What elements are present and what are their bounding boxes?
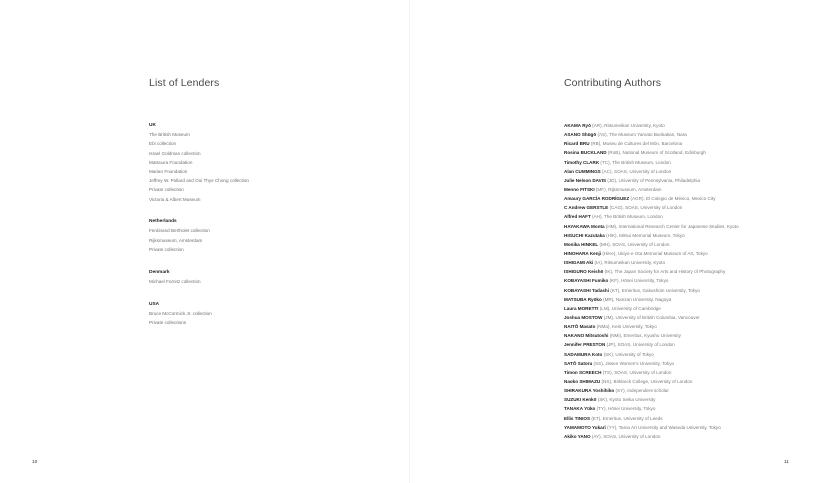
author-entry <box>564 148 814 157</box>
page-number-right: 11 <box>784 460 789 465</box>
author-name: Amaury GARCÍA RODRÍGUEZ <box>564 196 630 202</box>
author-name: Monika HINKEL <box>564 241 599 247</box>
author-affiliation: (IA), Ritsumeikan University, Kyoto <box>594 260 666 266</box>
author-affiliation: (JD), University of Pennsylvania, Philadelphia <box>607 177 701 183</box>
author-name: NAKANO Mitsutoshi <box>564 333 609 339</box>
author-affiliation: (ET), Emeritus, University of Leeds <box>591 415 663 421</box>
author-name: C Andrew GERSTLE <box>564 205 609 211</box>
author-affiliation: (NS), Birkbeck College, University of London <box>601 378 693 384</box>
author-entry <box>564 121 814 130</box>
lender-section <box>149 121 379 204</box>
lender-country-heading: Netherlands <box>149 219 177 225</box>
author-entry <box>564 222 814 231</box>
author-name: ISHIGURO Keishō <box>564 269 604 275</box>
author-affiliation: (AC), SOAS, University of London <box>602 168 672 174</box>
author-name: Alan CUMMINGS <box>564 168 601 174</box>
author-entry <box>564 194 814 203</box>
lender-section <box>149 300 379 328</box>
author-affiliation: (RoB), National Museum of Scotland, Edinburgh <box>607 150 706 156</box>
lender-country-heading: USA <box>149 301 160 307</box>
author-entry <box>564 432 814 441</box>
author-entry <box>564 340 814 349</box>
author-entry <box>564 176 814 185</box>
author-name: SADAMURA Koto <box>564 351 603 357</box>
lender-item: Private collection <box>149 187 184 193</box>
lender-item: Private collections <box>149 319 187 325</box>
author-name: Menno FITSKI <box>564 186 595 192</box>
author-entry <box>564 286 814 295</box>
lender-item: Ebi collection <box>149 141 177 147</box>
author-affiliation: (AGR), El Colegio de México, Mexico City <box>630 196 716 202</box>
author-affiliation: (MR), Nanzan University, Nagoya <box>603 296 672 302</box>
authors-list <box>564 121 814 441</box>
author-entry <box>564 185 814 194</box>
author-affiliation: (LM), University of Cambridge <box>599 305 661 311</box>
author-affiliation: (SK), University of Tokyo <box>603 351 654 357</box>
author-affiliation: (AR), Ritsumeikan University, Kyoto <box>592 123 665 128</box>
author-name: SATŌ Satoru <box>564 360 593 366</box>
author-affiliation: (HM), International Research Center for Japanese Studies, Kyoto <box>605 223 739 229</box>
author-entry <box>564 404 814 413</box>
page-title-authors: Contributing Authors <box>564 77 662 89</box>
page-number-left: 10 <box>32 460 38 465</box>
lender-country-heading: Denmark <box>149 269 170 275</box>
author-affiliation: (AH), The British Museum, London <box>592 214 663 220</box>
author-entry <box>564 158 814 167</box>
author-entry <box>564 414 814 423</box>
author-name: NAITŌ Masato <box>564 324 596 330</box>
author-name: Jennifer PRESTON <box>564 342 606 348</box>
author-name: HAYAKAWA Monta <box>564 223 605 229</box>
author-name: SUZUKI Kenkō <box>564 397 597 403</box>
lender-section <box>149 217 379 254</box>
author-entry <box>564 249 814 258</box>
author-affiliation: (IK), The Japan Society for Arts and History of Photography <box>604 269 726 275</box>
lender-item: The British Museum <box>149 132 190 138</box>
author-affiliation: (HiKe), Ukiyo-e Ota Memorial Museum of Art, Tokyo <box>602 250 708 256</box>
author-affiliation: (AY), SOAS, University of London <box>591 433 661 439</box>
right-page <box>410 0 820 483</box>
author-name: Akiko YANO <box>564 433 591 439</box>
author-name: HIGUCHI Kazutaka <box>564 232 605 238</box>
lender-item: Bruce McCormick Jr. collection <box>149 310 212 316</box>
author-name: Naoko SHIMAZU <box>564 378 601 384</box>
lender-item: Michael Fornitz collection <box>149 278 201 284</box>
author-affiliation: (JP), SOAS, University of London <box>606 342 675 348</box>
lender-item: Ferdinand Bertholet collection <box>149 228 210 234</box>
author-affiliation: (JM), University of British Columbia, Vancouver <box>603 314 700 320</box>
author-name: TANAKA Yūko <box>564 406 596 412</box>
lender-item: Private collection <box>149 246 184 252</box>
author-entry <box>564 139 814 148</box>
lender-item: Israel Goldman collection <box>149 150 201 156</box>
author-name: Rosina BUCKLAND <box>564 150 607 156</box>
author-affiliation: (NMa), Keiō University, Tokyo <box>596 324 657 330</box>
author-entry <box>564 167 814 176</box>
author-affiliation: (SY), Independent scholar <box>615 388 669 394</box>
author-entry <box>564 322 814 331</box>
author-name: KOBAYASHI Fumiko <box>564 278 609 284</box>
author-name: Laura MORETTI <box>564 305 599 311</box>
lender-item: Matsuura Foundation <box>149 159 193 165</box>
page-title-lenders: List of Lenders <box>149 77 220 89</box>
author-name: ISHIGAMI Aki <box>564 260 594 266</box>
author-affiliation: (MF), Rijksmuseum, Amsterdam <box>595 186 662 192</box>
author-affiliation: (KT), Emeritus, Gakushūin University, Tokyo <box>610 287 700 293</box>
lender-country-heading: UK <box>149 123 156 128</box>
lender-item: Jeffrey W. Pollard and Ooi Thye Chong collection <box>149 178 249 184</box>
author-entry <box>564 212 814 221</box>
author-name: Julie Nelson DAVIS <box>564 177 607 183</box>
author-name: AKAMA Ryō <box>564 123 591 128</box>
author-affiliation: (MH), SOAS, University of London <box>599 241 670 247</box>
author-affiliation: (NMi), Emeritus, Kyushu University <box>609 333 681 339</box>
author-entry <box>564 240 814 249</box>
author-entry <box>564 377 814 386</box>
author-affiliation: (RB), Museu de Cultures del Món, Barcelona <box>590 141 683 147</box>
author-name: Joshua MOSTOW <box>564 314 603 320</box>
author-entry <box>564 350 814 359</box>
author-name: Timothy CLARK <box>564 159 600 165</box>
author-affiliation: (HiK), Mitsui Memorial Museum, Tokyo <box>606 232 685 238</box>
author-entry <box>564 130 814 139</box>
author-affiliation: (YY), Tama Art University and Waseda University, Tokyo <box>607 424 721 430</box>
author-affiliation: (TY), Hōsei University, Tokyo <box>596 406 656 412</box>
author-affiliation: (TC), The British Museum, London <box>600 159 671 165</box>
author-entry <box>564 395 814 404</box>
author-name: SHIRAKURA Yoshihiko <box>564 388 615 394</box>
author-entry <box>564 231 814 240</box>
author-affiliation: (CAG), SOAS, University of London <box>609 205 683 211</box>
lenders-list <box>149 121 379 341</box>
author-entry <box>564 203 814 212</box>
author-name: Ellis TINIOS <box>564 415 591 421</box>
author-name: Ricard BRU <box>564 141 590 147</box>
lender-item: Marian Foundation <box>149 168 188 174</box>
author-affiliation: (TS), SOAS, University of London <box>602 369 672 375</box>
author-affiliation: (SS), Jissen Women's University, Tokyo <box>593 360 675 366</box>
author-name: YAMAMOTO Yukari <box>564 424 606 430</box>
lender-item: Rijksmuseum, Amsterdam <box>149 237 203 243</box>
author-name: KOBAYASHI Tadashi <box>564 287 610 293</box>
author-entry <box>564 386 814 395</box>
author-entry <box>564 313 814 322</box>
author-name: Timon SCREECH <box>564 369 602 375</box>
author-entry <box>564 304 814 313</box>
lender-item: Victoria & Albert Museum <box>149 196 201 202</box>
author-entry <box>564 368 814 377</box>
author-affiliation: (KF), Hōsei University, Tokyo <box>609 278 669 284</box>
lender-section <box>149 268 379 286</box>
author-entry <box>564 267 814 276</box>
author-affiliation: (SK), Kyoto Seika University <box>597 397 656 403</box>
author-entry <box>564 258 814 267</box>
author-entry <box>564 359 814 368</box>
author-name: HINOHARA Kenji <box>564 250 602 256</box>
author-entry <box>564 276 814 285</box>
author-entry <box>564 423 814 432</box>
author-entry <box>564 331 814 340</box>
author-name: MATSUBA Ryōko <box>564 296 602 302</box>
author-affiliation: (AS), The Museum Yamato Bunkakan, Nara <box>597 132 687 138</box>
author-name: ASANO Shūgō <box>564 132 597 138</box>
author-entry <box>564 295 814 304</box>
author-name: Alfred HAFT <box>564 214 591 220</box>
